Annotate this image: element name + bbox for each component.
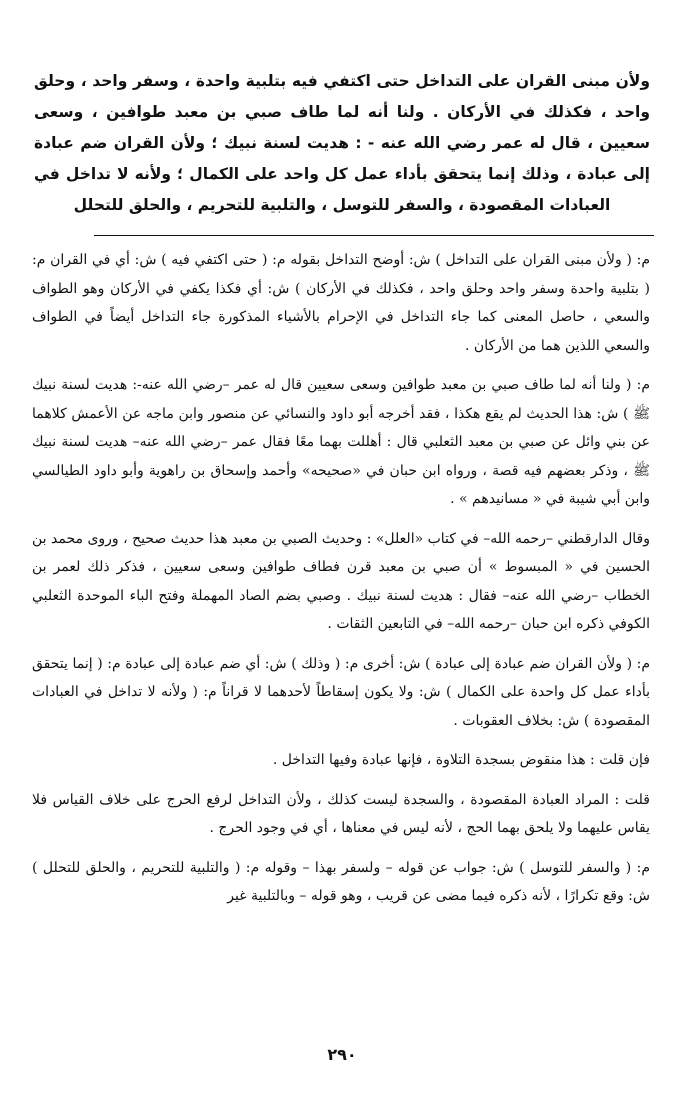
commentary-paragraph: م: ( والسفر للتوسل ) ش: جواب عن قوله – ولسفر بهذا – وقوله م: ( والتلبية للتحريم ، والحلق للتحلل ) ش: وقع تكرارًا ، لأنه ذكره فيما مضى عن قريب ، وهو قوله – وبالتلبية غير [32, 859, 650, 904]
commentary-paragraph: فإن قلت : هذا منقوض بسجدة التلاوة ، فإنها عبادة وفيها التداخل . [272, 752, 650, 768]
commentary-paragraph: وقال الدارقطني –رحمه الله– في كتاب «العلل» : وحديث الصبي بن معبد هذا حديث صحيح ، وروى محمد بن الحسين في « المبسوط » أن صبي بن معبد قرن فطاف طوافين وسعى سعيين ، فذكر ذلك لعمر بن الخطاب –رضي الله عنه– فقال : هديت لسنة نبيك . وصبي بضم الصاد المهملة وفتح الباء الموحدة الثعلبي الكوفي ذكره ابن حبان –رحمه الله– في التابعين الثقات . [32, 530, 650, 632]
commentary-paragraph: م: ( ولأن القران ضم عبادة إلى عبادة ) ش: أخرى م: ( وذلك ) ش: أي ضم عبادة إلى عبادة م: ( إنما يتحقق بأداء عمل كل واحدة على الكمال ) ش: ولا يكون إسقاطاً لأحدهما لا قراناً م: ( ولأنه لا تداخل في العبادات المقصودة ) ش: بخلاف العقوبات . [32, 655, 650, 729]
main-text: ولأن مبنى القران على التداخل حتى اكتفي فيه بتلبية واحدة ، وسفر واحد ، وحلق واحد ، فكذلك في الأركان . ولنا أنه لما طاف صبي بن معبد طوافين ، وسعى سعيين ، قال له عمر رضي الله عنه - : هديت لسنة نبيك ؛ ولأن القران ضم عبادة إلى عبادة ، وذلك إنما يتحقق بأداء عمل كل واحد على الكمال ؛ ولأنه لا تداخل في العبادات المقصودة ، والسفر للتوسل ، والتلبية للتحريم ، والحلق للتحلل [34, 72, 650, 214]
commentary-paragraph: م: ( ولنا أنه لما طاف صبي بن معبد طوافين وسعى سعيين قال له عمر –رضي الله عنه-: هديت لسنة نبيك ﷺ ) ش: هذا الحديث لم يقع هكذا ، فقد أخرجه أبو داود والنسائي عن منصور وابن ماجه عن الأعمش كلاهما عن بني وائل عن صبي بن معبد الثعلبي قال : أهللت بهما معًا فقال عمر –رضي الله عنه– هديت لسنة نبيك ﷺ ، وذكر بعضهم فيه قصة ، ورواه ابن حبان في «صحيحه» وأحمد وإسحاق بن راهوية وأبو داود الطيالسي وابن أبي شيبة في « مسانيدهم » . [32, 377, 650, 507]
commentary-paragraph: م: ( ولأن مبنى القران على التداخل ) ش: أوضح التداخل بقوله م: ( حتى اكتفي فيه ) ش: أي في القران م: ( بتلبية واحدة وسفر واحد وحلق واحد ، فكذلك في الأركان ) ش: أي فكذا يكفي في الأركان وهو الطواف والسعي ، حاصل المعنى كما جاء التداخل في الإحرام بالأشياء المذكورة جاء التداخل أيضاً في الطواف والسعي اللذين هما من الأركان . [32, 252, 650, 354]
commentary [32, 246, 650, 911]
separator-rule [94, 235, 654, 236]
page-number: ٢٩٠ [327, 1045, 357, 1064]
commentary-paragraph: قلت : المراد العبادة المقصودة ، والسجدة ليست كذلك ، ولأن التداخل لرفع الحرج على خلاف القياس فلا يقاس عليهما ولا يلحق بهما الحج ، لأنه ليس في معناها ، أي في وجود الحرج . [32, 791, 650, 836]
